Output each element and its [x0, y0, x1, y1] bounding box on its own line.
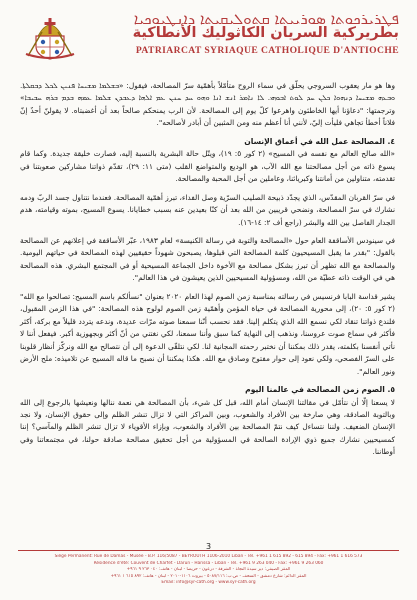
paragraph-jacob-of-serugh: وها هو مار يعقوب السروجي يحلّق في سماء الروح متأمّلاً بأهمّية سرّ المصالحة، فيقول: «ܒܫܠܡܐ ܡܫܝܚܐ ܦܢܝܢ ܠܟܠ ܕܒܩܠܬܐ. ܘܒܥܗ ܡܫܝܚܐ ܕܢܗܘܐ ܟܠܢ ܚܕ ܠܘܬ ܐܒܘܗܝ. ܠܐ ܢܐܡܪ ܐܢܫ ܐܢܐ ܘܗܘ ܚܕ ܚܢܢ ܥܡ ܐܠܗܐ ܕܥܒܕܢ ܫܠܡܐ ܥܡܗ ܒܕܡ ܒܪܗ ܚܒܝܒܐ» وترجمتها: "دعاؤنا أيها الخاطئون واهرعوا كلّ يوم إلى المصالحة. لأن الرب يمنحكم صالحاً بعد أن أغضبتاه. لا يقولنّ أحدٌ إنّ فلاناً أخطأ تجاهي فليأت إليّ، لأنني أنا أعظم منه ومن المثبين أن أبادر لأصالحه". [20, 81, 395, 128]
patriarchate-seal-logo [22, 10, 78, 60]
section-heading-4: ٤. المصالحة عمل الله في أعماق الإنسان [244, 136, 395, 146]
page-number: 3 [205, 542, 212, 551]
footer-email-website[interactable]: Email: info@syr-cath.org - www.syr-cath.org [161, 580, 256, 585]
letterhead-french-title: PATRIARCAT SYRIAQUE CATHOLIQUE D'ANTIOCHE [135, 45, 399, 56]
section-heading-5: ٥. الصوم زمن المصالحة في عالمنا اليوم [245, 385, 395, 395]
letterhead-syriac-title: ܦܛܪܝܪܟܘܬܐ ܣܘܪܝܝܬܐ ܩܬܘܠܝܩܝܬܐ ܕܐܢܛܝܘܟܝܐ [133, 10, 399, 28]
footer-address-summer-ar: المقر الصيفي: دير سيدة النجاة - الشرفة - درعون - حريصا - لبنان - هاتف: ٠٤٠ ٢٦٣ ٩ ٩٦١+ [126, 567, 291, 572]
letterhead [22, 10, 399, 62]
paragraph-pope-francis-lent: يشير قداسة البابا فرنسيس في رسالته بمناسبة زمن الصوم لهذا العام ٢٠٢٠ بعنوان "نسألكم باسم المسيح: تصالحوا مع الله" (٢ كور ٥: ٢٠)، إلى محورية المصالحة في حياة المؤمن وأهمّية زمن الصوم لولوج هذه المصالحة: "في هذا الزمن المقبول، فلندع ذواتنا تنقاد لكي نسمع الله الذي يتكلم إلينا. فقد نحسب أنّنا سمعنا صوته مرّات عديدة، وندعه يتردد قليلاً مع بركة، أكثر فأكثر في سماع صوت عروسنا، ونذهب إلى النهاية كما سبق وأننا سمعنا، لكي نغتني من أنّ أكثر وبجهوزية أكبر. فيفعل أننا لا نأتي أنفسنا بكلمته، يقدر ذلك بمكننا أن نختبر رحمته المجانية لنا. لكي نتلقّى الدعوة إلى أن نتصالح مع الله ونركّز أنظار قلوبنا على السرّ الفصحي، ولكي نعود إلى حوار مفتوح وصادق مع الله. هكذا يمكننا أن نصبح ما قاله المسيح عن تلاميذه: ملح الأرض ونور العالم". [20, 291, 395, 376]
footer-contact [18, 550, 399, 587]
footer-address-summer-fr: Résidence d'été: Couvent de Charfet - Darun - Harissa - Liban - Tél. +961 9 263 040 - Fax: +961 9 263 060 [93, 560, 324, 566]
footer-address-permanent-ar: المقر الدائم: شارع دمشق - المتحف - ص.ب: ٥٠٨٧/١١٦ - بيروت ١١٠٦-٢٠١٠ - لبنان - هاتف: ٨٩٢ ٦١٥ ١ ٩٦١+ [110, 573, 307, 579]
letter-body [20, 80, 395, 459]
paragraph-eucharist: في سرّ القربان المقدّس، الذي يجدّد ذبيحة الصليب السرّية وصل الفداء، تبرز أهمّية المصالحة. فعندما نتناول جسد الربّ ودمه نشارك في سرّ المصالحة، ونضحي قريبين من الله بعد أن كنّا بعيدين عنه بسبب خطايانا. يسوع المسيح، بموته وقيامته، هدم الجدار الفاصل بين الله والبشر (راجع أف ٢: ١٤-١٦). [20, 192, 395, 227]
paragraph-reconciliation-today: لا يسعنا إلّا أن نتأمّل في مقالتنا الإنسان أمام الله، قبل كل شيء، بأن المصالحة هي نعمة ننالها ونعيشها بالرجوع إلى الله وبالتوبة الصادقة، وهي صارخة بين الأفراد والشعوب، وبين المراكز التي لا تزال تنشر الظلم وإلى حقوق الإنسان، ولا نجد الإنسان الضعيف. ولننا نتساءل كيف نتمّ المصالحة بين الأفراد والشعوب، وبإزاء الأقوياء لا تزال تنشر الظلم والمآسي؟ إننا كمسيحيين نشارك جميع ذوي الإرادة الصالحة في المسؤولية من أجل تحقيق مصالحة صادقة حولنا، في مجتمعاتنا وفي أوطاننا. [20, 397, 395, 457]
letterhead-arabic-title: بطريركية السريان الكاثوليك الأنطاكية [132, 25, 399, 41]
paragraph-synod-1983: في سينودس الأساقفة العام حول «المصالحة والتوبة في رسالة الكنيسة» لعام ١٩٨٣، عبّر الأساقفة في إعلانهم عن المصالحة بالقول: "بقدر ما يقبل المسيحيون كلمة المصالحة التي قبلوها، يصبحون شهوداً حقيقيين لهذه المصالحة في حياتهم اليومية. والمصالحة مع الله تظهر أن تبرز بشكل مصالحة مع الأخوة داخل الجماعة المسيحية أو في المجتمع البشري. هذه المصالحة هي في الوقت ذاته عطيّة من الله، ومسؤولية المسيحيين الذين يعيشون في هذا العالم". [20, 236, 396, 283]
paragraph-god-reconciled-world: «الله صالح العالم مع نفسه في المسيح» (٢ كور ٥: ١٩)، ويتّل حالة البشرية بالنسبة إليه، فصارت خليقة جديدة. وكما قام يسوع ذاته من أجل مصالحتنا مع الله الآب، هو الوديع والمتواضع القلب (متى ١١: ٢٩)، تقدّم ذواتنا مشاركين صعوبتنا في تقدمته، متناولين من أمانتنا وكبريائنا، وعاملين من أجل المحبة والمصالحة. [20, 149, 395, 184]
footer-address-permanent-fr: Siège Permanent: Rue de Damas - Musée - B.P. 116/5087 - BEYROUTH 1106-2010 Liban - Tél. +961 1 615 892 - 615 894 - Fax: +961 1 616 573 [54, 554, 363, 559]
